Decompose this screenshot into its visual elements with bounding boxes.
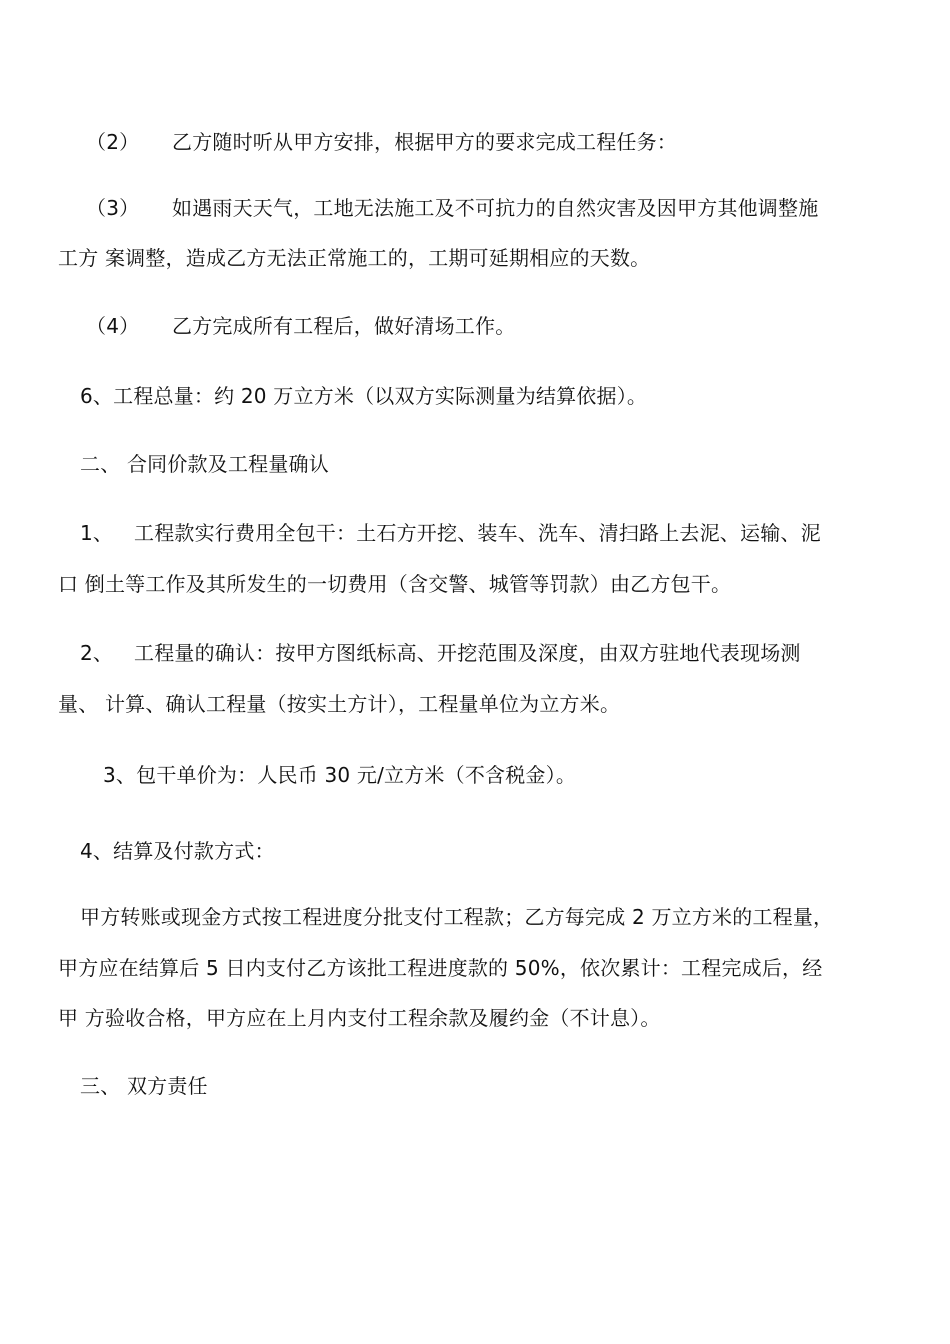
item-text: 工方 案调整，造成乙方无法正常施工的，工期可延期相应的天数。	[58, 246, 651, 270]
item-text: 甲方转账或现金方式按工程进度分批支付工程款；乙方每完成 2 万立方米的工程量，	[80, 905, 834, 929]
item-marker: （3）	[86, 196, 140, 220]
list-item	[86, 129, 677, 155]
section-heading	[80, 451, 329, 477]
item-text: 6、工程总量：约 20 万立方米（以双方实际测量为结算依据）。	[80, 384, 648, 408]
list-item	[80, 520, 821, 546]
paragraph-line	[58, 1005, 661, 1031]
item-marker: （2）	[86, 130, 140, 154]
section-title: 三、 双方责任	[80, 1074, 208, 1098]
section-title: 二、 合同价款及工程量确认	[80, 452, 329, 476]
section-heading	[80, 1073, 208, 1099]
paragraph-line	[58, 571, 731, 597]
list-item	[86, 313, 515, 339]
paragraph-line	[80, 383, 647, 409]
item-text: 甲 方验收合格，甲方应在上月内支付工程余款及履约金（不计息）。	[58, 1006, 661, 1030]
item-marker: （4）	[86, 314, 140, 338]
item-text: 口 倒土等工作及其所发生的一切费用（含交警、城管等罚款）由乙方包干。	[58, 572, 732, 596]
item-text: 3、包干单价为：人民币 30 元/立方米（不含税金）。	[103, 763, 577, 787]
list-item	[86, 195, 818, 221]
paragraph-line	[80, 904, 833, 930]
paragraph-line	[58, 691, 620, 717]
item-text: 甲方应在结算后 5 日内支付乙方该批工程进度款的 50%，依次累计：工程完成后，经	[58, 956, 823, 980]
paragraph-line	[103, 762, 576, 788]
paragraph-line	[58, 245, 650, 271]
paragraph-line	[80, 838, 275, 864]
item-text: 如遇雨天天气，工地无法施工及不可抗力的自然灾害及因甲方其他调整施	[172, 196, 819, 220]
item-text: 4、结算及付款方式：	[80, 839, 275, 863]
item-text: 量、 计算、确认工程量（按实土方计），工程量单位为立方米。	[58, 692, 621, 716]
item-text: 工程量的确认：按甲方图纸标高、开挖范围及深度，由双方驻地代表现场测	[134, 641, 801, 665]
item-marker: 2、	[80, 641, 114, 665]
item-text: 乙方完成所有工程后，做好清场工作。	[172, 314, 516, 338]
item-text: 工程款实行费用全包干：土石方开挖、装车、洗车、清扫路上去泥、运输、泥	[134, 521, 821, 545]
item-text: 乙方随时听从甲方安排，根据甲方的要求完成工程任务：	[172, 130, 677, 154]
list-item	[80, 640, 801, 666]
item-marker: 1、	[80, 521, 114, 545]
paragraph-line	[58, 955, 822, 981]
